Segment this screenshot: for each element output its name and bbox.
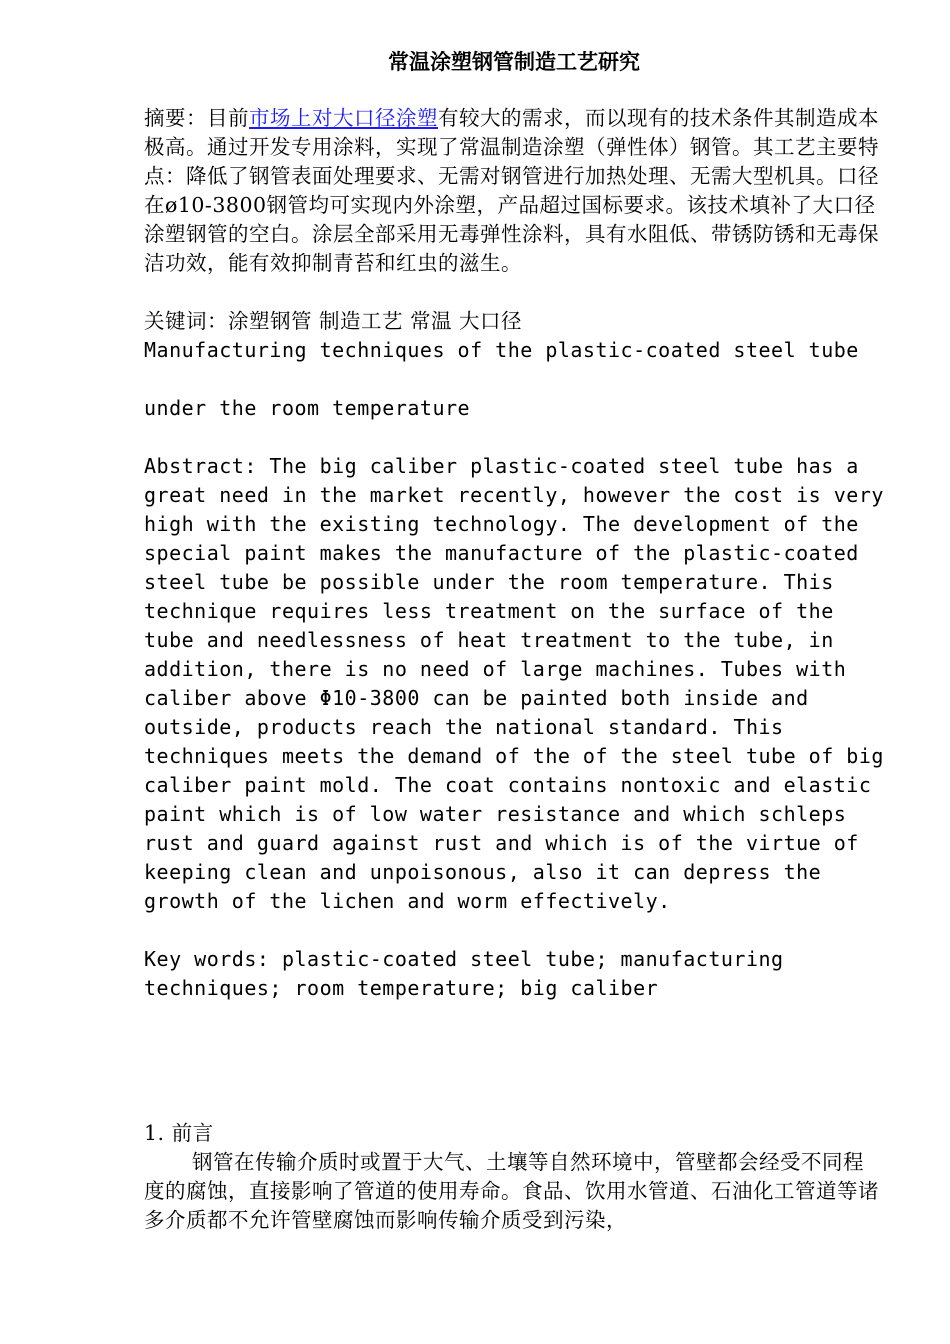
english-title-line-1: Manufacturing techniques of the plastic-coated steel tube	[144, 338, 859, 362]
paper-title: 常温涂塑钢管制造工艺研究	[388, 49, 640, 74]
document-page	[144, 46, 884, 1235]
section-1-heading: 1. 前言	[144, 1121, 214, 1145]
abstract-cn	[144, 104, 884, 278]
keywords-cn: 关键词：涂塑钢管 制造工艺 常温 大口径	[144, 309, 523, 333]
abstract-cn-rest: 有较大的需求，而以现有的技术条件其制造成本极高。通过开发专用涂料，实现了常温制造涂塑（弹性体）钢管。其工艺主要特点：降低了钢管表面处理要求、无需对钢管进行加热处理、无需大型机具。口径在ø10-3800钢管均可实现内外涂塑，产品超过国标要求。该技术填补了大口径涂塑钢管的空白。涂层全部采用无毒弹性涂料，具有水阻低、带锈防锈和无毒保洁功效，能有效抑制青苔和红虫的滋生。	[144, 106, 879, 275]
keywords-en: Key words: plastic-coated steel tube; manufacturing techniques; room temperature; big caliber	[144, 947, 784, 1000]
abstract-cn-prefix: 摘要：目前	[144, 106, 249, 130]
section-1-body: 钢管在传输介质时或置于大气、土壤等自然环境中，管壁都会经受不同程度的腐蚀，直接影响了管道的使用寿命。食品、饮用水管道、石油化工管道等诸多介质都不允许管壁腐蚀而影响传输介质受到污染，	[144, 1150, 879, 1232]
english-title-line-2: under the room temperature	[144, 396, 471, 420]
abstract-en: Abstract: The big caliber plastic-coated steel tube has a great need in the market recently, however the cost is very high with the existing technology. The development of the special paint makes the manufacture of the plastic-coated steel tube be possible under the room temperature. This technique requires less treatment on the surface of the tube and needlessness of heat treatment to the tube, in addition, there is no need of large machines. Tubes with caliber above Φ10-3800 can be painted both inside and outside, products reach the national standard. This techniques meets the demand of the of the steel tube of big caliber paint mold. The coat contains nontoxic and elastic paint which is of low water resistance and which schleps rust and guard against rust and which is of the virtue of keeping clean and unpoisonous, also it can depress the growth of the lichen and worm effectively.	[144, 454, 884, 913]
abstract-cn-link[interactable]: 市场上对大口径涂塑	[249, 106, 438, 130]
